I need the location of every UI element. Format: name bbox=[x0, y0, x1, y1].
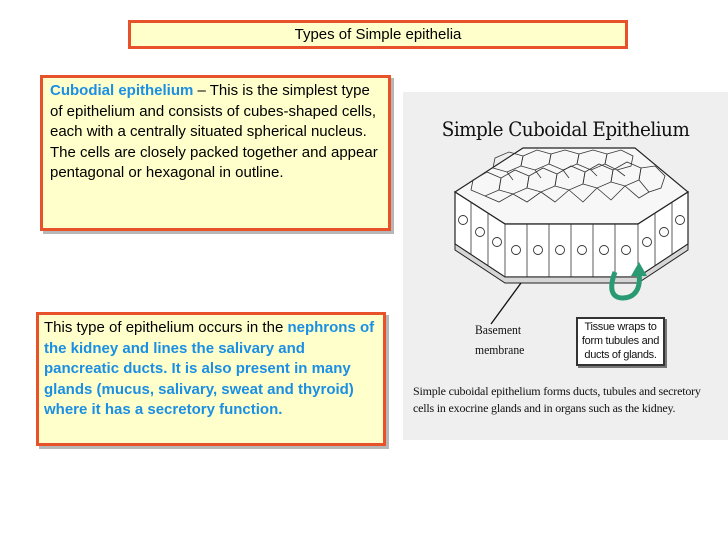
basement-label-line1: Basement bbox=[475, 322, 522, 337]
basement-pointer bbox=[491, 283, 521, 324]
occurrence-highlight: nephrons of the kidney and lines the salivary and pancreatic ducts. It is also present in many glands (mucus, salivary, sweat and thyroid) where it has a secretory function. bbox=[44, 319, 375, 419]
cuboidal-epithelium-figure bbox=[403, 92, 728, 440]
occurrence-box bbox=[36, 312, 386, 446]
basement-label-line2: membrane bbox=[475, 342, 525, 357]
tissue-note: Tissue wraps to form tubules and ducts of glands. bbox=[576, 317, 665, 366]
occurrence-lead: This type of epithelium occurs in the bbox=[44, 319, 288, 336]
definition-term: Cubodial epithelium bbox=[50, 82, 194, 99]
slide-title: Types of Simple epithelia bbox=[294, 26, 462, 43]
cell-sheet-top bbox=[455, 148, 688, 224]
definition-box bbox=[40, 75, 391, 231]
definition-text: – This is the simplest type of epithelium and consists of cubes-shaped cells, each with a centrally situated spherical nucleus. The cells are closely packed together and appear pentagonal or hexagonal in outline. bbox=[50, 82, 378, 182]
figure-caption: Simple cuboidal epithelium forms ducts, tubules and secretory cells in exocrine glands and in organs such as the kidney. bbox=[413, 384, 701, 415]
figure-title: Simple Cuboidal Epithelium bbox=[441, 117, 690, 141]
slide-title-box bbox=[128, 20, 628, 49]
